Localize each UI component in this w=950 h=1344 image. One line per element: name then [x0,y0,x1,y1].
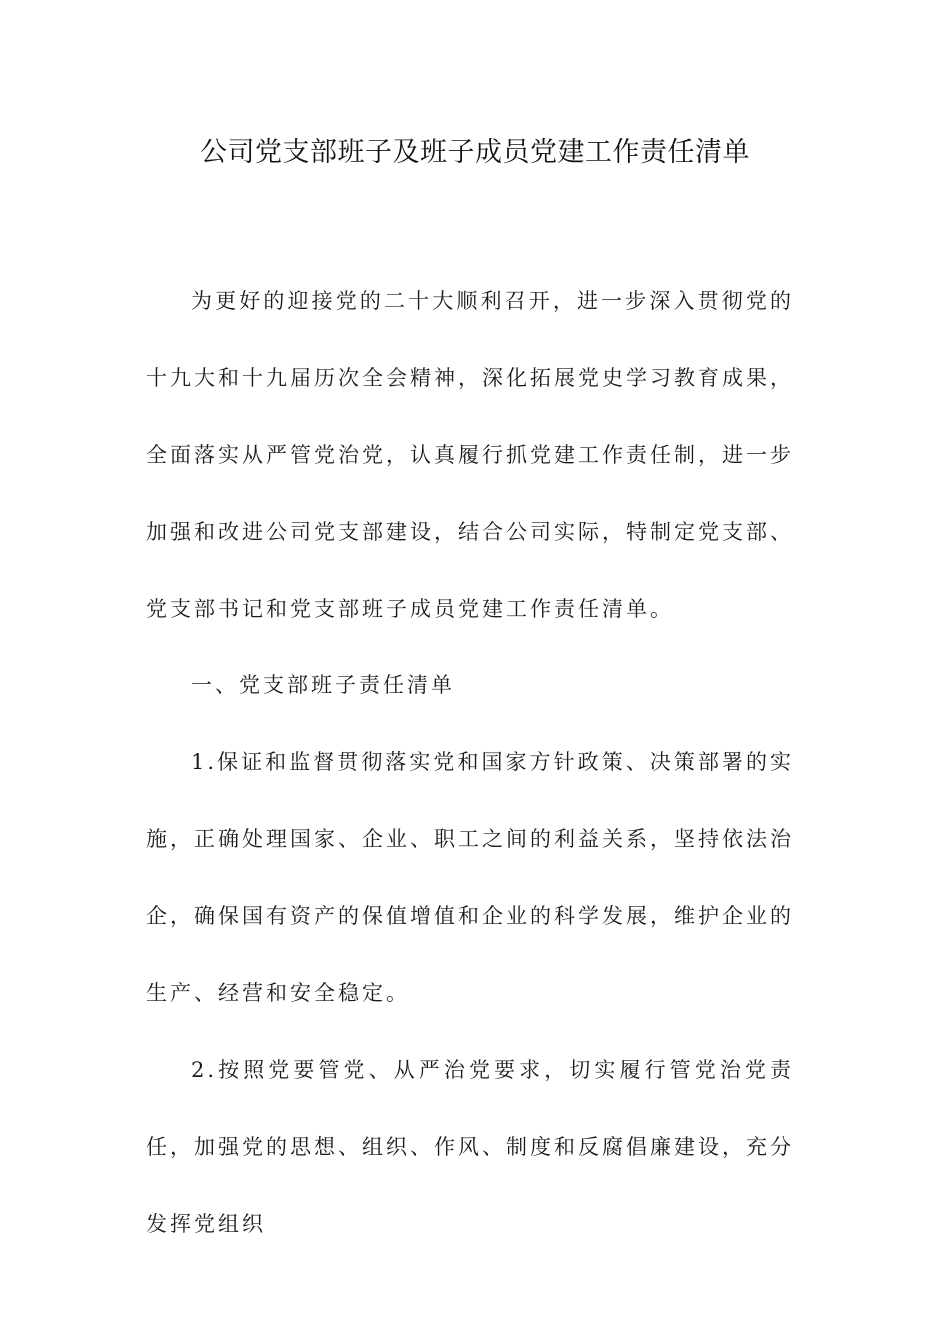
list-item-1: 1.保证和监督贯彻落实党和国家方针政策、决策部署的实施，正确处理国家、企业、职工之间的利益关系，坚持依法治企，确保国有资产的保值增值和企业的科学发展，维护企业的生产、经营和安全稳定。 [146,750,794,1005]
document-title: 公司党支部班子及班子成员党建工作责任清单 [200,137,750,168]
intro-paragraph: 为更好的迎接党的二十大顺利召开，进一步深入贯彻党的十九大和十九届历次全会精神，深化拓展党史学习教育成果，全面落实从严管党治党，认真履行抓党建工作责任制，进一步加强和改进公司党支部建设，结合公司实际，特制定党支部、党支部书记和党支部班子成员党建工作责任清单。 [146,289,794,621]
list-item-2: 2.按照党要管党、从严治党要求，切实履行管党治党责任，加强党的思想、组织、作风、制度和反腐倡廉建设，充分发挥党组织 [146,1058,794,1236]
section-heading: 一、党支部班子责任清单 [191,673,455,697]
